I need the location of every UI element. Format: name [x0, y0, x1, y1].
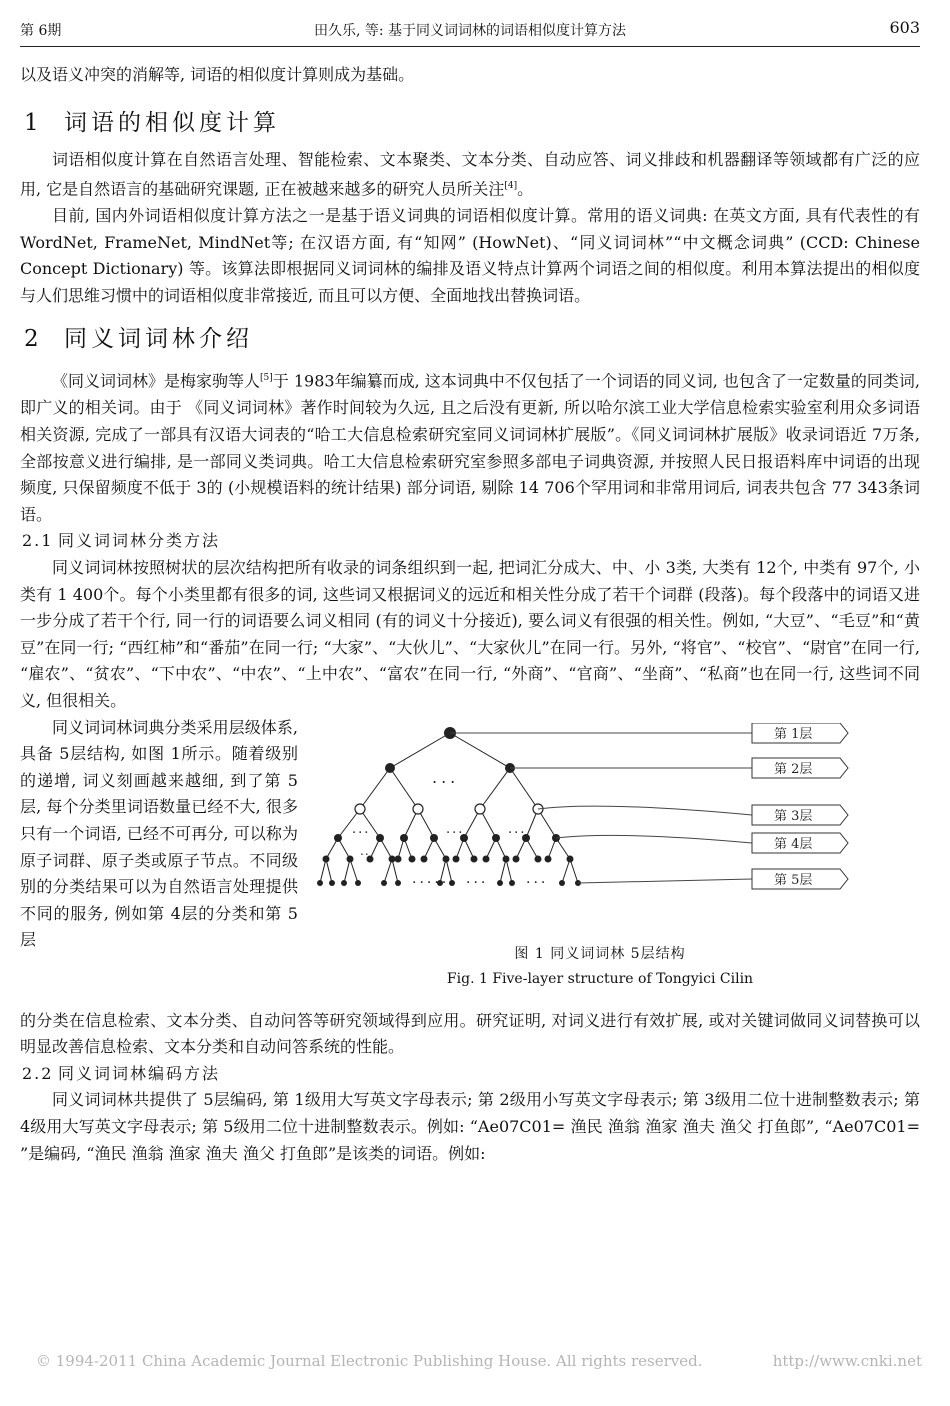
article-body	[20, 62, 920, 1167]
figure-caption-cn: 图 1 同义词词林 5层结构	[514, 945, 686, 962]
citation: [5]	[260, 373, 273, 384]
journal-issue: 第 6期	[20, 23, 62, 39]
svg-text:...: ...	[432, 767, 460, 787]
citation: [4]	[504, 181, 518, 192]
level-label: 第 3层	[774, 808, 813, 824]
paragraph: 目前, 国内外词语相似度计算方法之一是基于语义词典的词语相似度计算。常用的语义词典: 在英文方面, 具有代表性的有 WordNet, FrameNet, MindNet等; 在汉语方面, 有“知网” (HowNet)、“同义词词林”“中文概念词典” (CCD: Chinese Concept Dictionary) 等。该算法即根据同义词词林的编排及语义特点计算两个词语之间的相似度。利用本算法提出的相似度与人们思维习惯中的词语相似度非常接近, 而且可以方便、全面地找出替换词语。	[20, 206, 920, 305]
page-number: 603	[889, 18, 920, 37]
subsection-title: 同义词词林分类方法	[58, 531, 221, 551]
paragraph: 的分类在信息检索、文本分类、自动问答等研究领域得到应用。研究证明, 对词义进行有效扩展, 或对关键词做同义词替换可以明显改善信息检索、文本分类和自动问答系统的性能。	[20, 1010, 920, 1057]
svg-text:...: ...	[446, 821, 465, 837]
wrapped-paragraph: 同义词词林词典分类采用层级体系, 具备 5层结构, 如图 1所示。随着级别的递增, 词义刻画越来越细, 到了第 5层, 每个分类里词语数量已经不大, 很多只有一个词语, 已经不可再分, 可以称为原子词群、原子类或原子节点。不同级别的分类结果可以为自然语言处理提供不同的服务, 例如第 4层的分类和第 5层	[20, 717, 298, 950]
subsection-2-2-heading	[20, 1061, 920, 1088]
svg-text:...: ...	[352, 821, 371, 837]
website-link[interactable]: http://www.cnki.net	[772, 1352, 922, 1370]
paragraph: 同义词词林按照树状的层次结构把所有收录的词条组织到一起, 把词汇分成大、中、小 3类, 大类有 12个, 中类有 97个, 小类有 1 400个。每个小类里都有很多的词, 这些词又根据词义的远近和相关性分成了若干个词群 (段落)。每个段落中的词语又进一步分成了若干个行, 同一行的词语要么词义相同 (有的词义十分接近), 要么词义有很强的相关性。例如, “大豆”、“毛豆”和“黄豆”在同一行; “西红柿”和“番茄”在同一行; “大家”、“大伙儿”、“大家伙儿”在同一行。另外, “将官”、“校官”、“尉官”在同一行, “雇农”、“贫农”、“下中农”、“中农”、“上中农”、“富农”在同一行, “外商”、“官商”、“坐商”、“私商”也在同一行, 这些词不同义, 但很相关。	[20, 557, 920, 710]
running-title: 田久乐, 等: 基于同义词词林的词语相似度计算方法	[313, 23, 627, 39]
section-title: 词语的相似度计算	[64, 109, 280, 136]
figure-wrap-block	[20, 715, 920, 1008]
svg-text:..: ..	[360, 843, 370, 858]
section-title: 同义词词林介绍	[64, 326, 253, 353]
level-label: 第 1层	[774, 726, 813, 742]
watermark-footer	[36, 1352, 922, 1370]
svg-text:...: ...	[526, 870, 549, 887]
copyright-notice: © 1994-2011 China Academic Journal Electronic Publishing House. All rights reserved.	[36, 1352, 703, 1370]
figure-caption-en: Fig. 1 Five-layer structure of Tongyici Cilin	[446, 970, 754, 987]
section-2-heading	[20, 313, 920, 365]
section-1-heading	[20, 99, 920, 147]
level-label: 第 5层	[774, 872, 813, 888]
svg-text:...: ...	[508, 821, 527, 837]
subsection-number: 2.1	[22, 531, 54, 551]
subsection-title: 同义词词林编码方法	[58, 1063, 221, 1083]
svg-text:.....: .....	[412, 870, 450, 887]
subsection-2-1-heading	[20, 528, 920, 555]
figure-1	[300, 715, 920, 1008]
tree-diagram	[300, 723, 900, 938]
section-number: 2	[24, 326, 43, 353]
page-header	[20, 16, 920, 47]
section-number: 1	[24, 109, 43, 136]
intro-line: 以及语义冲突的消解等, 词语的相似度计算则成为基础。	[20, 65, 415, 84]
svg-text:...: ...	[466, 870, 489, 887]
subsection-number: 2.2	[22, 1063, 54, 1083]
paragraph: 《同义词词林》是梅家驹等人[5]于 1983年编纂而成, 这本词典中不仅包括了一个词语的同义词, 也包含了一定数量的同类词, 即广义的相关词。由于 《同义词词林》著作时间较为久远, 且之后没有更新, 所以哈尔滨工业大学信息检索实验室利用众多词语相关资源, 完成了一部具有汉语大词表的“哈工大信息检索研究室同义词词林扩展版”。《同义词词林扩展版》收录词语近 7万条, 全部按意义进行编排, 是一部同义类词典。哈工大信息检索研究室参照多部电子词典资源, 并按照人民日报语料库中词语的出现频度, 只保留频度不低于 3的 (小规模语料的统计结果) 部分词语, 剔除 14 706个罕用词和非常用词后, 词表共包含 77 343条词语。	[20, 371, 921, 524]
paragraph: 词语相似度计算在自然语言处理、智能检索、文本聚类、文本分类、自动应答、词义排歧和机器翻译等领域都有广泛的应用, 它是自然语言的基础研究课题, 正在被越来越多的研究人员所关注[4]。	[20, 149, 920, 199]
level-label: 第 2层	[774, 761, 813, 777]
level-label: 第 4层	[774, 836, 813, 852]
paragraph: 同义词词林共提供了 5层编码, 第 1级用大写英文字母表示; 第 2级用小写英文字母表示; 第 3级用二位十进制整数表示; 第 4级用大写英文字母表示; 第 5级用二位十进制整数表示。例如: “Ae07C01= 渔民 渔翁 渔家 渔夫 渔父 打鱼郎”, “Ae07C01= ”是编码, “渔民 渔翁 渔家 渔夫 渔父 打鱼郎”是该类的词语。例如:	[20, 1090, 920, 1163]
